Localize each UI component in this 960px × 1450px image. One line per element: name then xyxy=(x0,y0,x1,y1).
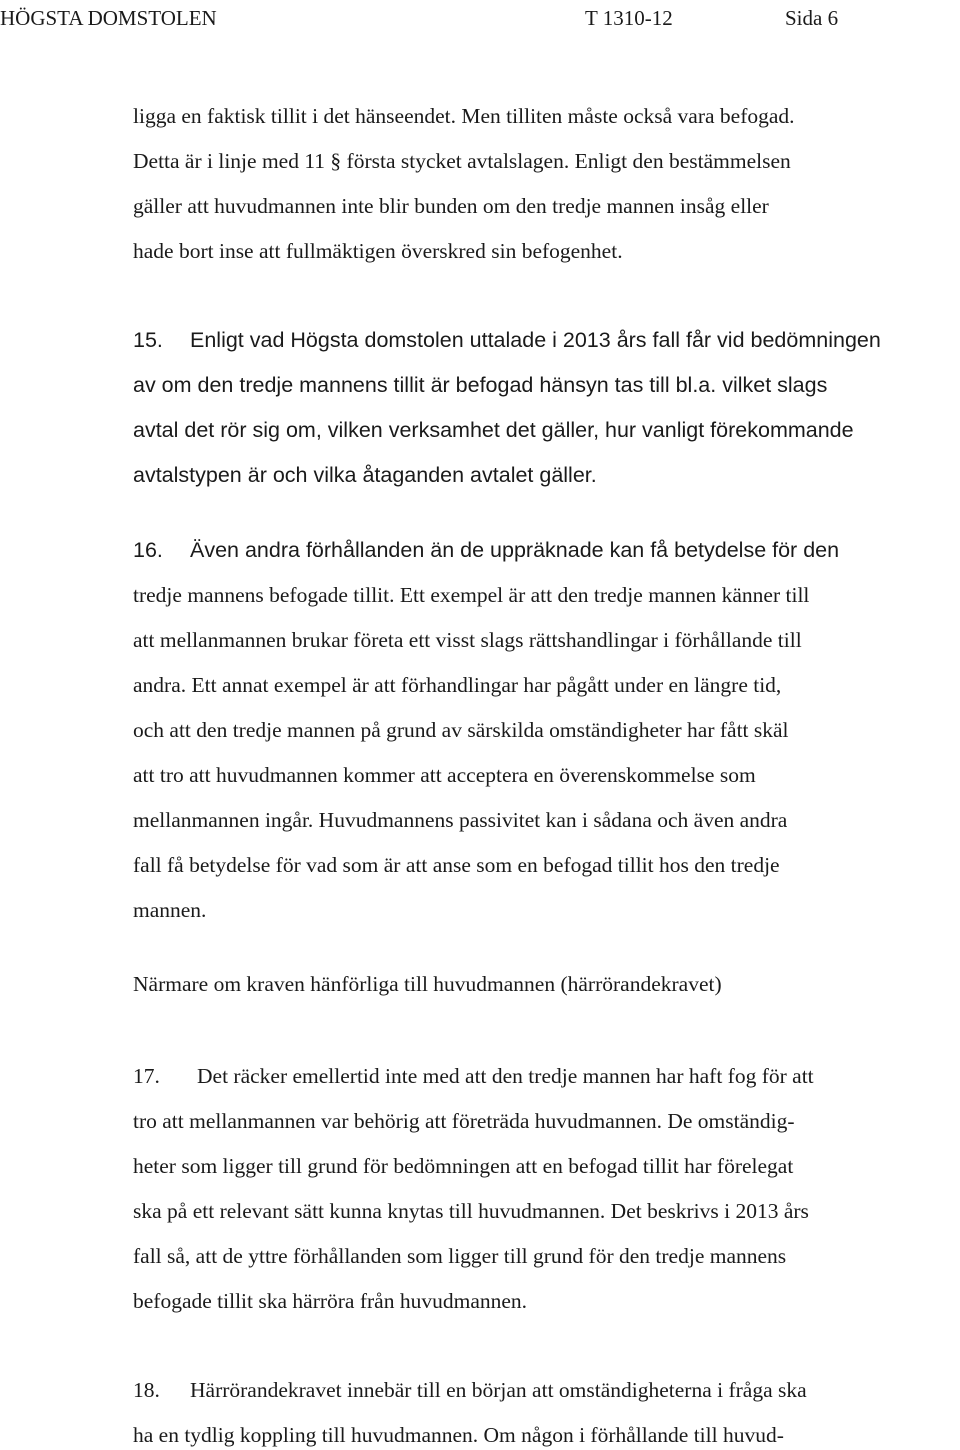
text-line: heter som ligger till grund för bedömningen att en befogad tillit har förelegat xyxy=(133,1154,794,1178)
text-line: mellanmannen ingår. Huvudmannens passivitet kan i sådana och även andra xyxy=(133,808,788,832)
text-line: och att den tredje mannen på grund av särskilda omständigheter har fått skäl xyxy=(133,718,789,742)
text-line: fall få betydelse för vad som är att anse som en befogad tillit hos den tredje xyxy=(133,853,780,877)
text-line: mannen. xyxy=(133,898,207,922)
text-line: fall så, att de yttre förhållanden som ligger till grund för den tredje mannens xyxy=(133,1244,787,1268)
paragraph-number: 17. xyxy=(133,1064,160,1088)
text-line: Det räcker emellertid inte med att den tredje mannen har haft fog för att xyxy=(197,1064,814,1088)
text-line: att tro att huvudmannen kommer att acceptera en överenskommelse som xyxy=(133,763,756,787)
text-line: gäller att huvudmannen inte blir bunden om den tredje mannen insåg eller xyxy=(133,194,769,218)
text-line: befogade tillit ska härröra från huvudmannen. xyxy=(133,1289,528,1313)
paragraph-number: 16. xyxy=(133,538,163,562)
text-line: Härrörandekravet innebär till en början att omständigheterna i fråga ska xyxy=(190,1378,807,1402)
paragraph-number: 15. xyxy=(133,328,163,352)
text-line: Enligt vad Högsta domstolen uttalade i 2013 års fall får vid bedömningen xyxy=(190,328,881,352)
text-line: avtalstypen är och vilka åtaganden avtalet gäller. xyxy=(133,463,597,487)
text-line: andra. Ett annat exempel är att förhandlingar har pågått under en längre tid, xyxy=(133,673,782,697)
section-heading: Närmare om kraven hänförliga till huvudmannen (härrörandekravet) xyxy=(133,972,722,996)
text-line: Även andra förhållanden än de uppräknade kan få betydelse för den xyxy=(190,538,840,562)
page-header xyxy=(0,4,960,32)
text-line: ligga en faktisk tillit i det hänseendet. Men tilliten måste också vara befogad. xyxy=(133,104,795,128)
text-line: ska på ett relevant sätt kunna knytas till huvudmannen. Det beskrivs i 2013 års xyxy=(133,1199,809,1223)
text-line: Detta är i linje med 11 § första stycket avtalslagen. Enligt den bestämmelsen xyxy=(133,149,791,173)
text-line: tredje mannens befogade tillit. Ett exempel är att den tredje mannen känner till xyxy=(133,583,810,607)
case-number: T 1310-12 xyxy=(585,6,673,30)
text-line: avtal det rör sig om, vilken verksamhet det gäller, hur vanligt förekommande xyxy=(133,418,854,442)
text-line: hade bort inse att fullmäktigen överskred sin befogenhet. xyxy=(133,239,623,263)
text-line: ha en tydlig koppling till huvudmannen. Om någon i förhållande till huvud- xyxy=(133,1423,784,1447)
text-line: att mellanmannen brukar företa ett visst slags rättshandlingar i förhållande till xyxy=(133,628,802,652)
text-line: av om den tredje mannens tillit är befogad hänsyn tas till bl.a. vilket slags xyxy=(133,373,828,397)
paragraph-number: 18. xyxy=(133,1378,160,1402)
page-number: Sida 6 xyxy=(785,6,839,30)
text-line: tro att mellanmannen var behörig att företräda huvudmannen. De omständig- xyxy=(133,1109,795,1133)
court-name: HÖGSTA DOMSTOLEN xyxy=(0,6,217,30)
